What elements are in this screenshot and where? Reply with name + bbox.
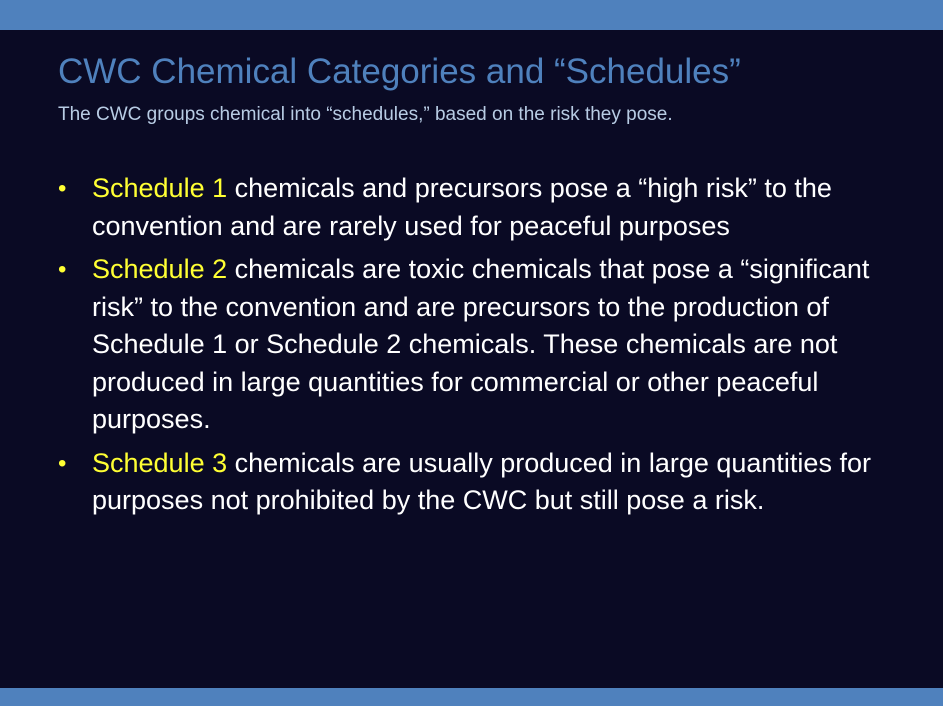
slide-title: CWC Chemical Categories and “Schedules”	[58, 52, 741, 91]
bullet-item-schedule-2	[58, 251, 888, 439]
bullet-highlight: Schedule 1	[92, 173, 228, 203]
bullet-highlight: Schedule 2	[92, 254, 228, 284]
bullet-item-schedule-1	[58, 170, 888, 245]
bullet-text: chemicals and precursors pose a “high risk” to the convention and are rarely used for peaceful purposes	[92, 173, 832, 241]
bottom-accent-bar	[0, 688, 943, 706]
bullet-highlight: Schedule 3	[92, 447, 228, 478]
bullet-icon: •	[58, 256, 67, 283]
bullet-item-schedule-3	[58, 445, 888, 520]
bullet-icon: •	[58, 175, 67, 202]
bullet-icon: •	[58, 449, 67, 477]
bullet-text: chemicals are toxic chemicals that pose a “significant risk” to the convention and are precursors to the production of Schedule 1 or Schedule 2 chemicals. These chemicals are not produced in large quantities for commercial or other peaceful purposes.	[92, 254, 870, 434]
bullet-list	[58, 170, 888, 526]
slide-subtitle: The CWC groups chemical into “schedules,” based on the risk they pose.	[58, 104, 673, 125]
bullet-text: chemicals are usually produced in large quantities for purposes not prohibited by the CWC but still pose a risk.	[92, 447, 871, 515]
top-accent-bar	[0, 0, 943, 30]
